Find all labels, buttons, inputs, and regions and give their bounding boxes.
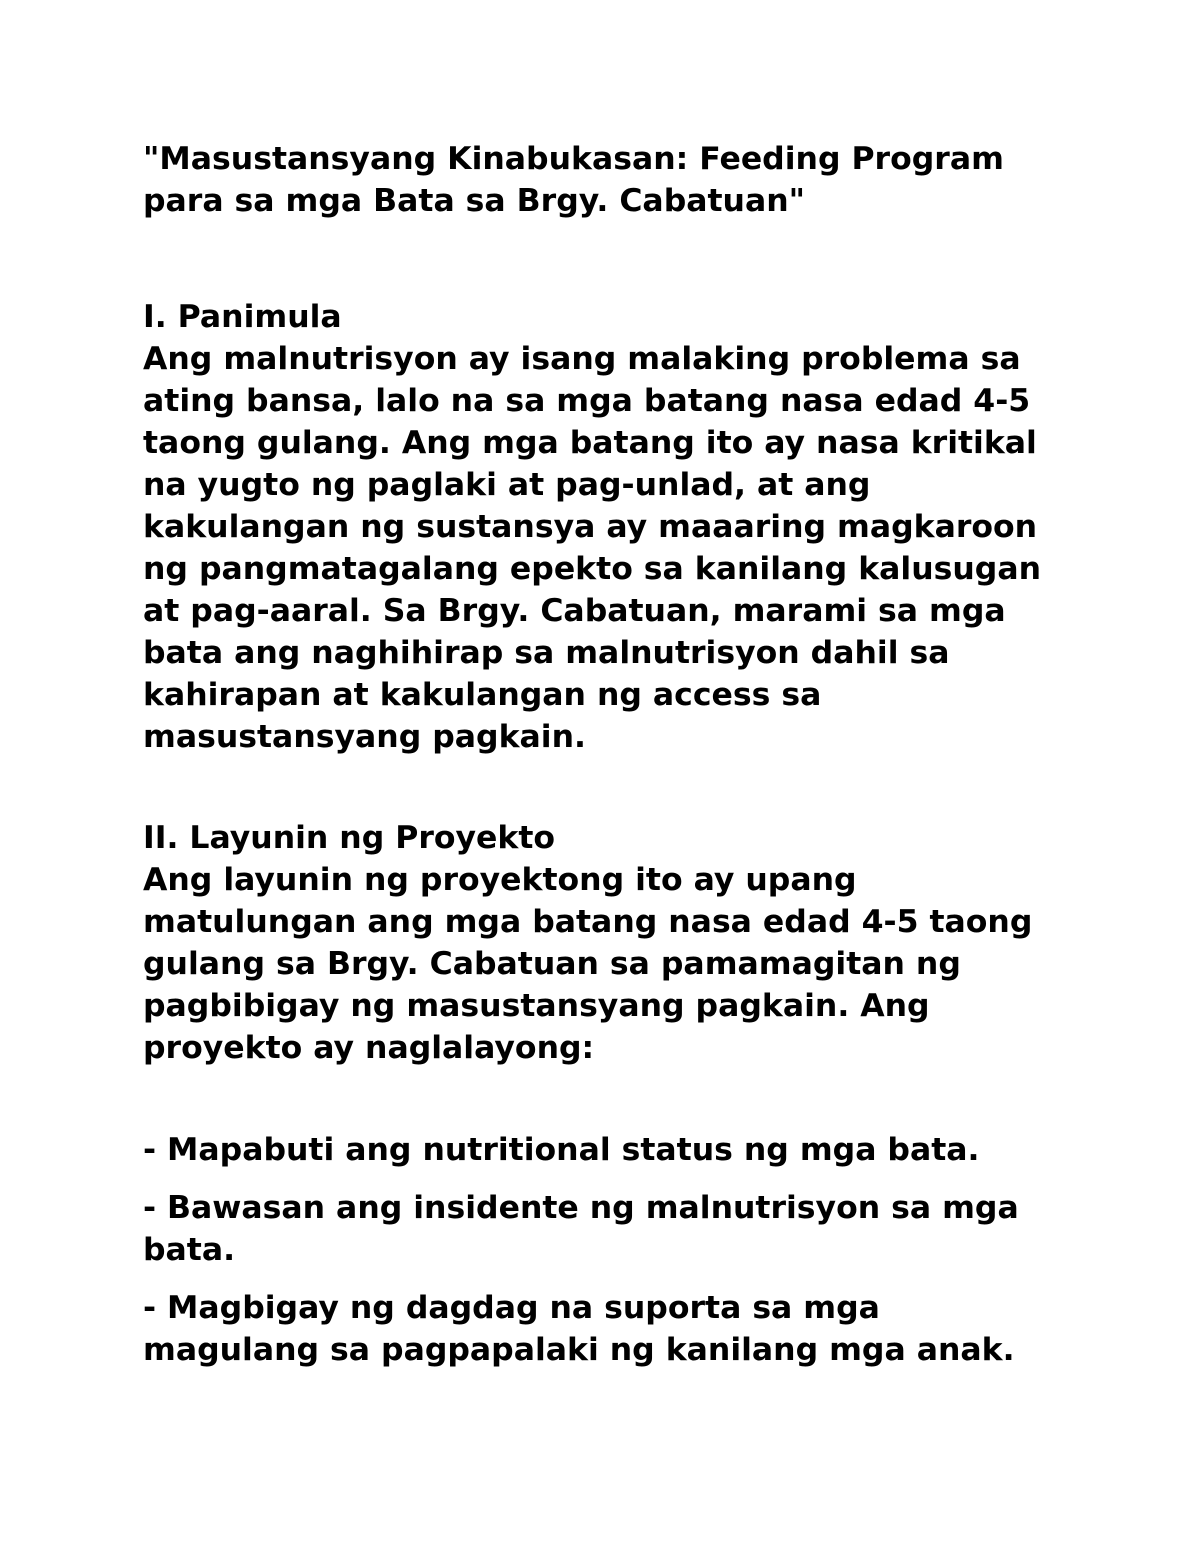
list-item: - Magbigay ng dagdag na suporta sa mga magulang sa pagpapalaki ng kanilang mga anak. [143, 1290, 1015, 1368]
document-title: "Masustansyang Kinabukasan: Feeding Program para sa mga Bata sa Brgy. Cabatuan" [143, 141, 1004, 219]
spacer [143, 758, 1063, 817]
section-heading-layunin: II. Layunin ng Proyekto [143, 820, 556, 856]
spacer [143, 222, 1063, 296]
spacer [143, 1069, 1063, 1129]
list-item: - Mapabuti ang nutritional status ng mga bata. [143, 1132, 980, 1168]
document-page [143, 138, 1063, 1371]
section-body-layunin: Ang layunin ng proyektong ito ay upang matulungan ang mga batang nasa edad 4-5 taong gulang sa Brgy. Cabatuan sa pamamagitan ng pagbibigay ng masustansyang pagkain. Ang proyekto ay naglalayong: [143, 862, 1033, 1066]
section-body-panimula: Ang malnutrisyon ay isang malaking problema sa ating bansa, lalo na sa mga batang nasa edad 4-5 taong gulang. Ang mga batang ito ay nasa kritikal na yugto ng paglaki at pag-unlad, at ang kakulangan ng sustansya ay maaaring magkaroon ng pangmatagalang epekto sa kanilang kalusugan at pag-aaral. Sa Brgy. Cabatuan, marami sa mga bata ang naghihirap sa malnutrisyon dahil sa kahirapan at kakulangan ng access sa masustansyang pagkain. [143, 341, 1042, 755]
list-item: - Bawasan ang insidente ng malnutrisyon sa mga bata. [143, 1190, 1019, 1268]
section-heading-panimula: I. Panimula [143, 299, 342, 335]
